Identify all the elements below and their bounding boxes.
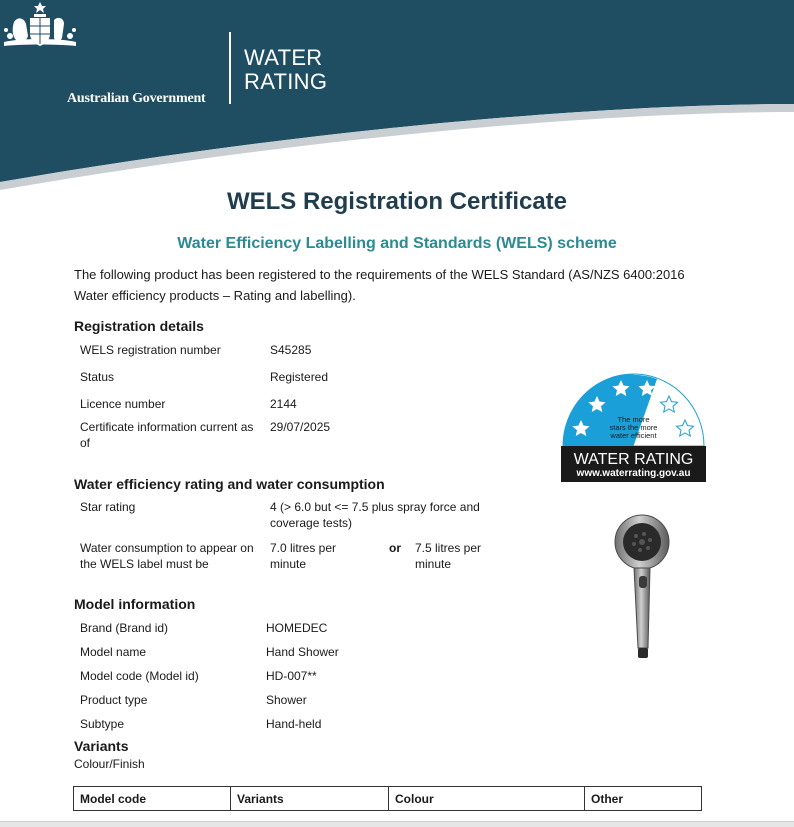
hand-shower-image [612, 510, 674, 660]
model-code-label: Model code (Model id) [80, 669, 199, 683]
government-name: Australian Government [67, 91, 206, 106]
model-heading: Model information [74, 596, 196, 612]
variants-table [73, 786, 702, 811]
registration-number-value: S45285 [270, 343, 312, 357]
intro-text [74, 264, 734, 306]
water-rating-logo-text [244, 46, 327, 94]
brand-label: Brand (Brand id) [80, 621, 169, 635]
header-divider [229, 32, 231, 104]
licence-number-label: Licence number [80, 397, 166, 411]
consumption-value-1: 7.0 litres per minute [270, 541, 337, 571]
consumption-value-2: 7.5 litres per minute [415, 541, 482, 571]
badge-text-3: water efficient [610, 431, 657, 440]
status-label: Status [80, 370, 115, 384]
badge-text-1: The more [617, 415, 650, 424]
water-rating-star-badge [561, 368, 706, 482]
or-text: or [389, 541, 401, 555]
certificate-title: WELS Registration Certificate [226, 188, 568, 215]
model-name-value: Hand Shower [266, 645, 339, 659]
licence-number-value: 2144 [270, 397, 297, 411]
model-name-label: Model name [80, 645, 147, 659]
variants-heading: Variants [74, 738, 129, 754]
certificate-current-value: 29/07/2025 [270, 420, 331, 434]
column-colour: Colour [389, 787, 585, 811]
intro-line-1: The following product has been registered to the requirements of the WELS Standard (AS/NZS 6400:2016 [74, 267, 685, 282]
badge-title: WATER RATING [573, 451, 694, 468]
brand-value: HOMEDEC [266, 621, 328, 635]
certificate-current-label: Certificate information current as of [80, 420, 254, 450]
viewer-bottom-bar [0, 821, 794, 827]
coat-of-arms-icon [0, 0, 80, 56]
product-type-label: Product type [80, 693, 148, 707]
status-value: Registered [270, 370, 329, 384]
variants-subheading: Colour/Finish [74, 757, 145, 771]
column-other: Other [585, 787, 702, 811]
product-type-value: Shower [266, 693, 307, 707]
registration-number-label: WELS registration number [80, 343, 221, 357]
subtype-label: Subtype [80, 717, 125, 731]
badge-url: www.waterrating.gov.au [576, 468, 691, 479]
scheme-title: Water Efficiency Labelling and Standards (WELS) scheme [177, 235, 617, 252]
consumption-label: Water consumption to appear on the WELS label must be [80, 541, 254, 571]
star-rating-value: 4 (> 6.0 but <= 7.5 plus spray force and coverage tests) [270, 500, 480, 530]
table-header-row [74, 787, 702, 811]
subtype-value: Hand-held [266, 717, 322, 731]
page-header [0, 0, 794, 190]
model-code-value: HD-007** [266, 669, 317, 683]
efficiency-heading: Water efficiency rating and water consumption [74, 476, 385, 492]
intro-line-2: Water efficiency products – Rating and labelling). [74, 288, 356, 303]
column-model-code: Model code [74, 787, 231, 811]
water-rating-line1: WATER [244, 45, 323, 70]
badge-text-2: stars the more [609, 423, 658, 432]
star-rating-label: Star rating [80, 500, 136, 514]
registration-heading: Registration details [74, 318, 204, 334]
column-variants: Variants [231, 787, 389, 811]
water-rating-line2: RATING [244, 69, 328, 94]
